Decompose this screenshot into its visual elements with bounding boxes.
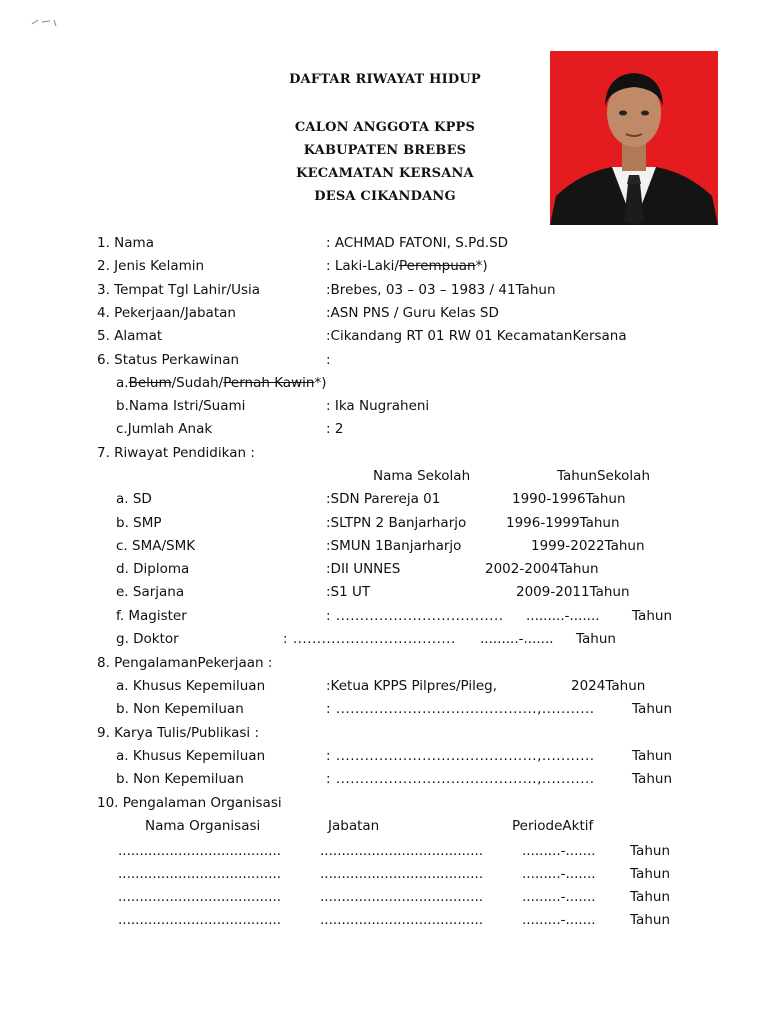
organisasi-periode: .........-....... xyxy=(522,843,596,859)
pendidikan-years: .........-....... xyxy=(480,631,554,647)
kerja-khusus xyxy=(0,675,768,697)
karya-khusus xyxy=(0,745,768,767)
field-label: a. Khusus Kepemiluan xyxy=(116,748,266,764)
organisasi-tahun: Tahun xyxy=(630,866,670,882)
field-jenis-kelamin xyxy=(0,255,768,277)
organisasi-jabatan: ...................................... xyxy=(320,889,484,905)
col-nama-sekolah: Nama Sekolah xyxy=(373,468,471,484)
status-options xyxy=(0,372,768,394)
pendidikan-school: : ................................... xyxy=(326,608,504,624)
pendidikan-years: 2002-2004Tahun xyxy=(485,561,599,577)
section-pendidikan xyxy=(0,442,768,464)
pendidikan-row xyxy=(0,488,768,510)
pendidikan-years: 1990-1996Tahun xyxy=(512,491,626,507)
heading-line-3: KECAMATAN KERSANA xyxy=(296,166,474,181)
pendidikan-school: :SMUN 1Banjarharjo xyxy=(326,538,462,554)
pendidikan-level: f. Magister xyxy=(116,608,187,624)
field-label: b. Non Kepemiluan xyxy=(116,771,244,787)
field-value: : Ika Nugraheni xyxy=(326,398,430,414)
section-organisasi xyxy=(0,792,768,814)
field-value: : ..........................................,........... xyxy=(326,748,595,764)
option-suffix: *) xyxy=(314,375,327,391)
heading-line-2: KABUPATEN BREBES xyxy=(303,143,467,158)
pendidikan-level: b. SMP xyxy=(116,515,162,531)
field-pekerjaan xyxy=(0,302,768,324)
scan-mark xyxy=(30,14,70,34)
pendidikan-school: :SDN Parereja 01 xyxy=(326,491,441,507)
organisasi-periode: .........-....... xyxy=(522,912,596,928)
field-value: :Brebes, 03 – 03 – 1983 / 41Tahun xyxy=(326,282,556,298)
struck-option: Perempuan xyxy=(398,258,476,274)
organisasi-periode: .........-....... xyxy=(522,866,596,882)
organisasi-header xyxy=(0,815,768,837)
section-label: 8. PengalamanPekerjaan : xyxy=(97,655,273,671)
struck-option-belum: Belum xyxy=(128,375,172,391)
section-label: 10. Pengalaman Organisasi xyxy=(97,795,282,811)
field-value: : ..........................................,........... xyxy=(326,771,595,787)
karya-non xyxy=(0,768,768,790)
field-label: b.Nama Istri/Suami xyxy=(116,398,246,414)
organisasi-tahun: Tahun xyxy=(630,843,670,859)
pendidikan-row xyxy=(0,512,768,534)
col-periode-aktif: PeriodeAktif xyxy=(512,818,594,834)
heading-line-4: DESA CIKANDANG xyxy=(314,189,456,204)
section-label: 7. Riwayat Pendidikan : xyxy=(97,445,255,461)
field-value: :Ketua KPPS Pilpres/Pileg, xyxy=(326,678,498,694)
pendidikan-row xyxy=(0,535,768,557)
field-ttl xyxy=(0,279,768,301)
field-label: 6. Status Perkawinan xyxy=(97,352,240,368)
pendidikan-tahun: Tahun xyxy=(632,608,672,624)
heading-line-1: CALON ANGGOTA KPPS xyxy=(294,120,476,135)
organisasi-tahun: Tahun xyxy=(630,912,670,928)
pendidikan-header xyxy=(0,465,768,487)
option-prefix: a. xyxy=(116,375,129,391)
pendidikan-years: 1999-2022Tahun xyxy=(531,538,645,554)
status-options-text xyxy=(116,372,326,394)
section-pengalaman-kerja xyxy=(0,652,768,674)
col-jabatan: Jabatan xyxy=(328,818,380,834)
pendidikan-level: d. Diploma xyxy=(116,561,190,577)
field-label: 3. Tempat Tgl Lahir/Usia xyxy=(97,282,261,298)
field-label: 5. Alamat xyxy=(97,328,163,344)
field-tahun: Tahun xyxy=(632,748,672,764)
field-value: :ASN PNS / Guru Kelas SD xyxy=(326,305,499,321)
pendidikan-school: :S1 UT xyxy=(326,584,371,600)
pendidikan-level: c. SMA/SMK xyxy=(116,538,196,554)
value-suffix: *) xyxy=(475,258,488,274)
field-alamat xyxy=(0,325,768,347)
pendidikan-years: .........-....... xyxy=(526,608,600,624)
field-nama xyxy=(0,232,768,254)
organisasi-row xyxy=(0,886,768,908)
field-label: b. Non Kepemiluan xyxy=(116,701,244,717)
organisasi-periode: .........-....... xyxy=(522,889,596,905)
section-karya xyxy=(0,722,768,744)
pendidikan-level: a. SD xyxy=(116,491,152,507)
field-year: 2024Tahun xyxy=(571,678,646,694)
portrait-photo xyxy=(550,51,718,225)
pendidikan-row xyxy=(0,605,768,627)
field-jumlah-anak xyxy=(0,418,768,440)
field-label: 1. Nama xyxy=(97,235,154,251)
organisasi-row xyxy=(0,909,768,931)
field-value: :Cikandang RT 01 RW 01 KecamatanKersana xyxy=(326,328,627,344)
organisasi-jabatan: ...................................... xyxy=(320,866,484,882)
field-tahun: Tahun xyxy=(632,771,672,787)
pendidikan-school: :DII UNNES xyxy=(326,561,401,577)
pendidikan-row xyxy=(0,628,768,650)
organisasi-row xyxy=(0,863,768,885)
pendidikan-school: : .................................. xyxy=(283,631,456,647)
pendidikan-years: 1996-1999Tahun xyxy=(506,515,620,531)
organisasi-nama: ...................................... xyxy=(118,912,282,928)
organisasi-tahun: Tahun xyxy=(630,889,670,905)
organisasi-jabatan: ...................................... xyxy=(320,843,484,859)
organisasi-jabatan: ...................................... xyxy=(320,912,484,928)
pendidikan-level: g. Doktor xyxy=(116,631,179,647)
field-label: c.Jumlah Anak xyxy=(116,421,213,437)
pendidikan-tahun: Tahun xyxy=(576,631,616,647)
value-prefix: : Laki-Laki/ xyxy=(326,258,399,274)
field-label: 4. Pekerjaan/Jabatan xyxy=(97,305,236,321)
section-label: 9. Karya Tulis/Publikasi : xyxy=(97,725,260,741)
field-nama-istri xyxy=(0,395,768,417)
pendidikan-school: :SLTPN 2 Banjarharjo xyxy=(326,515,467,531)
organisasi-nama: ...................................... xyxy=(118,843,282,859)
organisasi-nama: ...................................... xyxy=(118,889,282,905)
option-sudah: /Sudah/ xyxy=(171,375,224,391)
field-value xyxy=(326,255,488,277)
pendidikan-level: e. Sarjana xyxy=(116,584,185,600)
pendidikan-years: 2009-2011Tahun xyxy=(516,584,630,600)
struck-option-pernah-kawin: Pernah Kawin xyxy=(223,375,315,391)
col-nama-organisasi: Nama Organisasi xyxy=(145,818,261,834)
field-label: 2. Jenis Kelamin xyxy=(97,258,205,274)
field-value: : ACHMAD FATONI, S.Pd.SD xyxy=(326,235,509,251)
kerja-non xyxy=(0,698,768,720)
field-status-perkawinan xyxy=(0,349,768,371)
col-tahun-sekolah: TahunSekolah xyxy=(557,468,651,484)
field-label: a. Khusus Kepemiluan xyxy=(116,678,266,694)
field-value: : 2 xyxy=(326,421,344,437)
field-colon: : xyxy=(326,352,331,368)
pendidikan-row xyxy=(0,581,768,603)
field-tahun: Tahun xyxy=(632,701,672,717)
field-value: : ..........................................,........... xyxy=(326,701,595,717)
organisasi-nama: ...................................... xyxy=(118,866,282,882)
organisasi-row xyxy=(0,840,768,862)
pendidikan-row xyxy=(0,558,768,580)
document-title: DAFTAR RIWAYAT HIDUP xyxy=(289,72,481,87)
